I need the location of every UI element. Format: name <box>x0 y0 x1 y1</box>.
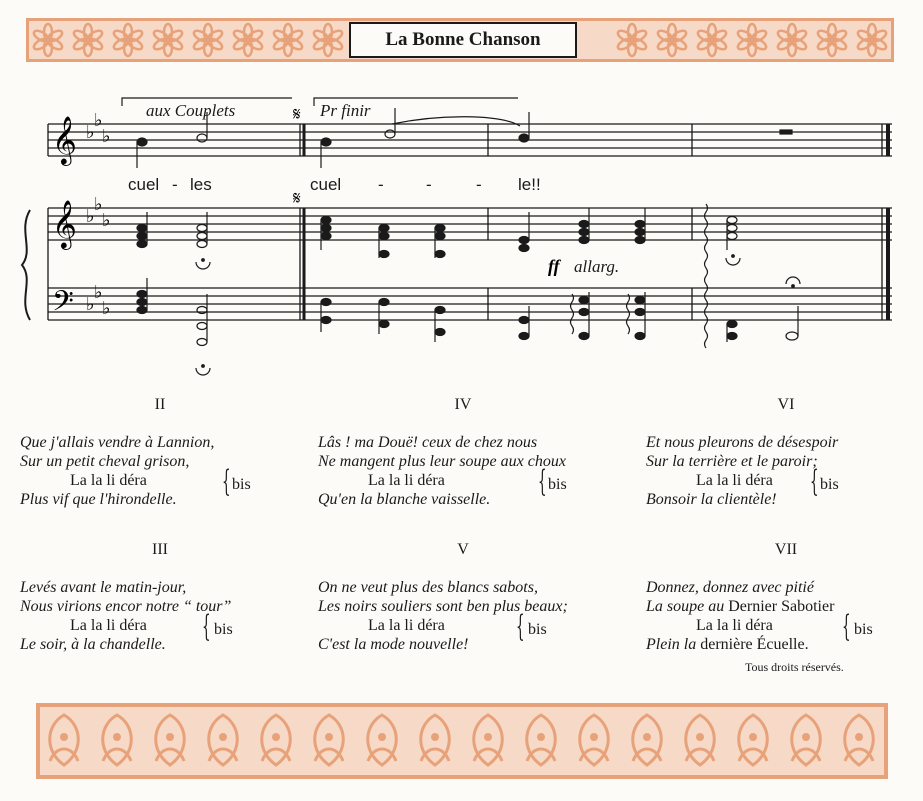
svg-text:-: - <box>476 175 482 194</box>
treble-clef-icon: 𝄞 <box>52 115 77 164</box>
svg-text:♭: ♭ <box>102 126 111 147</box>
verse-number: V <box>457 541 469 558</box>
annotation-finir: Pr finir <box>320 101 371 120</box>
verse-number: VII <box>774 541 798 558</box>
bis-label: bis <box>854 621 873 638</box>
bis-label: bis <box>214 621 233 638</box>
verse-refrain: La la li déra <box>368 617 445 634</box>
bis-label: bis <box>528 621 547 638</box>
curly-brace-icon: { <box>842 609 851 644</box>
footer-ornament-band <box>36 703 888 779</box>
svg-text:cuel: cuel <box>310 175 342 194</box>
svg-text:cuel: cuel <box>128 175 160 194</box>
svg-text:♭: ♭ <box>86 122 95 143</box>
lyrics-line <box>128 175 541 194</box>
verse-number: III <box>152 541 168 558</box>
tempo-mark: allarg. <box>574 257 620 276</box>
verse-line: On ne veut plus des blancs sabots, <box>318 579 538 596</box>
voice-notes <box>137 108 792 168</box>
verse-line: Bonsoir la clientèle! <box>646 491 777 508</box>
svg-text:♭: ♭ <box>94 194 103 215</box>
verse-line: Nous virions encor notre “ tour” <box>20 598 232 615</box>
verse-refrain: La la li déra <box>696 472 773 489</box>
music-score <box>0 80 923 380</box>
piano-brace <box>22 210 30 320</box>
svg-text:-: - <box>426 175 432 194</box>
verse-line: Lâs ! ma Douë! ceux de chez nous <box>318 434 538 451</box>
treble-clef-icon: 𝄞 <box>52 199 77 248</box>
bis-label: bis <box>820 476 839 493</box>
fermata-icon <box>196 255 800 375</box>
segno-icon: 𝄋 <box>293 104 301 125</box>
verse-refrain: La la li déra <box>696 617 773 634</box>
verse-line: Sur un petit cheval grison, <box>20 453 190 470</box>
verse-line: Qu'en la blanche vaisselle. <box>318 491 491 508</box>
svg-text:-: - <box>378 175 384 194</box>
verse-line: C'est la mode nouvelle! <box>318 636 469 653</box>
verse-line: Ne mangent plus leur soupe aux choux <box>318 453 566 470</box>
verse-refrain: La la li déra <box>70 617 147 634</box>
verse-line: Levés avant le matin-jour, <box>20 579 187 596</box>
curly-brace-icon: { <box>222 464 231 499</box>
verse-line: Que j'allais vendre à Lannion, <box>20 434 215 451</box>
verse-line: Et nous pleurons de désespoir <box>646 434 839 451</box>
svg-text:♭: ♭ <box>102 210 111 231</box>
svg-text:♭: ♭ <box>94 110 103 131</box>
verse-number: II <box>154 396 166 413</box>
barlines <box>48 124 888 320</box>
annotation-couplets: aux Couplets <box>146 101 236 120</box>
curly-brace-icon: { <box>516 609 525 644</box>
copyright-notice: Tous droits réservés. <box>745 660 844 674</box>
svg-text:le!!: le!! <box>518 175 541 194</box>
bass-clef-icon: 𝄢 <box>52 285 74 325</box>
verse-number: VI <box>777 396 795 413</box>
verse-line: Sur la terrière et le paroir; <box>646 453 818 470</box>
verse-line: Plein la dernière Écuelle. <box>646 636 809 653</box>
verse-line: Les noirs souliers sont ben plus beaux; <box>318 598 568 615</box>
svg-text:♭: ♭ <box>86 206 95 227</box>
svg-text:♭: ♭ <box>94 282 103 303</box>
verse-line: Donnez, donnez avec pitié <box>646 579 814 596</box>
piano-chords <box>137 208 798 346</box>
curly-brace-icon: { <box>538 464 547 499</box>
segno-icon: 𝄋 <box>293 188 301 209</box>
staff-lines <box>48 124 892 320</box>
verse-line: Le soir, à la chandelle. <box>20 636 166 653</box>
svg-text:♭: ♭ <box>86 294 95 315</box>
svg-text:♭: ♭ <box>102 298 111 319</box>
bis-label: bis <box>232 476 251 493</box>
verse-refrain: La la li déra <box>368 472 445 489</box>
svg-text:les: les <box>190 175 212 194</box>
svg-text:-: - <box>172 175 178 194</box>
curly-brace-icon: { <box>810 464 819 499</box>
verse-number: IV <box>454 396 472 413</box>
bis-label: bis <box>548 476 567 493</box>
dynamic-mark: ff <box>548 256 560 276</box>
verse-line: La soupe au Dernier Sabotier <box>646 598 835 615</box>
page-title: La Bonne Chanson <box>349 22 577 58</box>
curly-brace-icon: { <box>202 609 211 644</box>
verse-refrain: La la li déra <box>70 472 147 489</box>
verse-line: Plus vif que l'hirondelle. <box>20 491 177 508</box>
